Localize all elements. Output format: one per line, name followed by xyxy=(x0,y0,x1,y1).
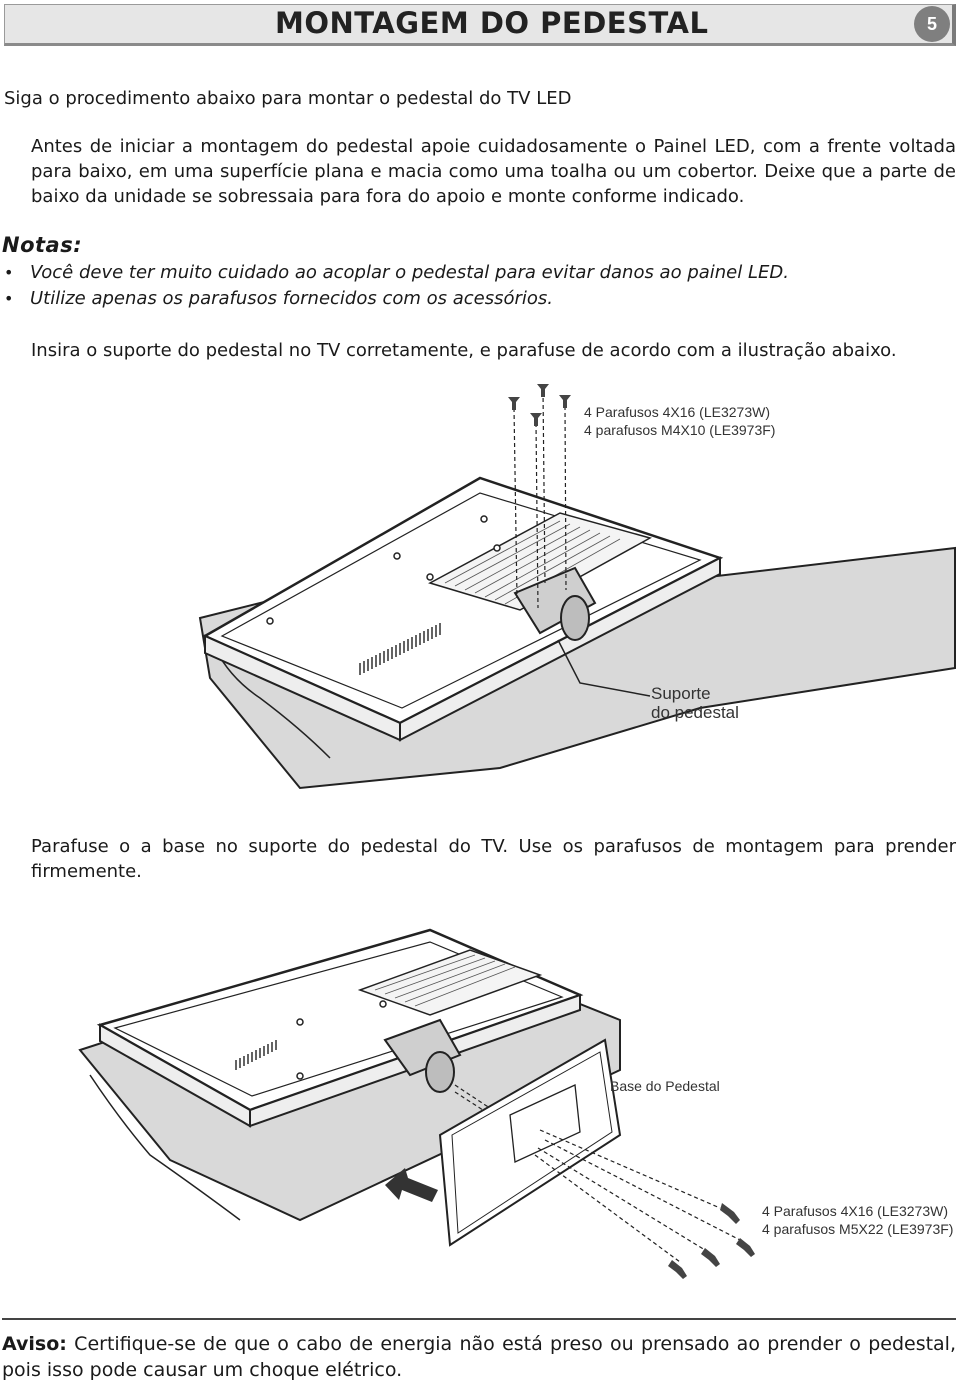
figure-2-screws-label-2: 4 parafusos M5X22 (LE3973F) xyxy=(762,1221,954,1237)
warning-separator xyxy=(2,1318,956,1320)
note-item xyxy=(4,260,789,285)
warning-label: Aviso: xyxy=(2,1333,67,1355)
figure-1-screws-label-1: 4 Parafusos 4X16 (LE3273W) xyxy=(584,404,770,420)
step-3-number xyxy=(4,834,31,859)
bullet-icon: • xyxy=(4,263,14,282)
intro-text: Siga o procedimento abaixo para montar o pedestal do TV LED xyxy=(4,88,572,109)
figure-2-screws-label-1: 4 Parafusos 4X16 (LE3273W) xyxy=(762,1203,948,1219)
note-text: Utilize apenas os parafusos fornecidos com os acessórios. xyxy=(30,288,554,309)
figure-1-screws-label-2: 4 parafusos M4X10 (LE3973F) xyxy=(584,422,776,438)
step-2-number xyxy=(4,338,31,363)
notes-title: Notas: xyxy=(2,233,83,257)
figure-1-support-label-2: do pedestal xyxy=(651,703,739,722)
figure-stand-support-illustration xyxy=(0,378,960,798)
figure-2-base-label: Base do Pedestal xyxy=(610,1078,720,1094)
step-1-number xyxy=(4,134,31,159)
figure-1-support-label-1: Suporte xyxy=(651,684,711,703)
warning-text xyxy=(2,1331,956,1383)
step-1 xyxy=(4,134,956,209)
warning-body: Certifique-se de que o cabo de energia não está preso ou prensado ao prender o pedestal, pois isso pode causar um choque elétrico. xyxy=(2,1333,956,1381)
step-2 xyxy=(4,338,956,363)
figure-base-attachment-illustration xyxy=(0,900,960,1300)
page-number-badge: 5 xyxy=(914,6,950,42)
note-text: Você deve ter muito cuidado ao acoplar o pedestal para evitar danos ao painel LED. xyxy=(30,262,789,283)
step-1-text: Antes de iniciar a montagem do pedestal apoie cuidadosamente o Painel LED, com a frente voltada para baixo, em uma superfície plana e macia como uma toalha ou um cobertor. Deixe que a parte de baixo da unidade se sobressaia para fora do apoio e monte conforme indicado. xyxy=(31,136,956,207)
page-title: MONTAGEM DO PEDESTAL xyxy=(275,6,709,40)
step-3 xyxy=(4,834,956,884)
step-3-text: Parafuse o a base no suporte do pedestal do TV. Use os parafusos de montagem para prender firmemente. xyxy=(31,836,956,882)
note-item xyxy=(4,286,553,311)
step-2-text: Insira o suporte do pedestal no TV corretamente, e parafuse de acordo com a ilustração abaixo. xyxy=(31,340,897,361)
bullet-icon: • xyxy=(4,289,14,308)
